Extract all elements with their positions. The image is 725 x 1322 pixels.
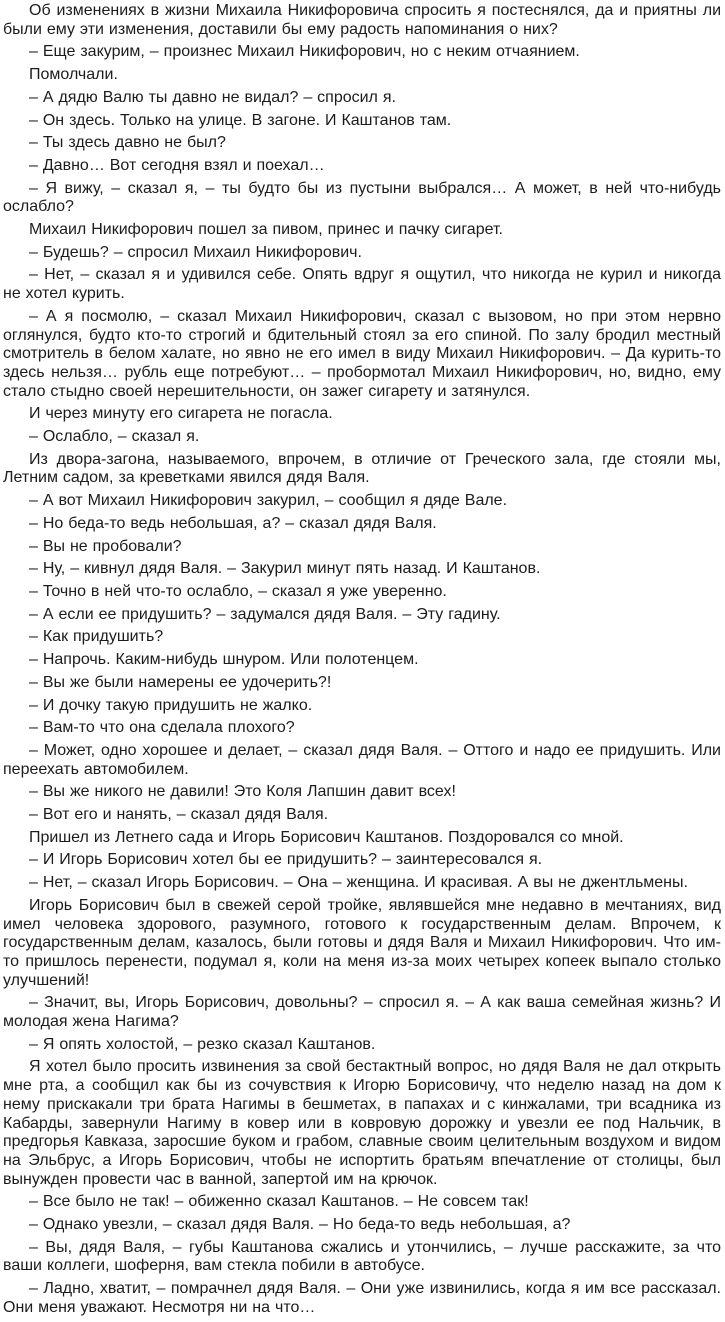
narrative-paragraph: Пришел из Летнего сада и Игорь Борисович Каштанов. Поздоровался со мной. (29, 828, 624, 846)
dialogue-paragraph: – Вот его и нанять, – сказал дядя Валя. (29, 806, 329, 824)
dialogue-paragraph: – Однако увезли, – сказал дядя Валя. – Но беда-то ведь небольшая, а? (29, 1216, 571, 1234)
narrative-paragraph: Игорь Борисович был в свежей серой тройке, являвшейся мне недавно в мечтаниях, вид имел человека здорового, разумного, готового к государственным делам. Впрочем, к государственным делам, казалось, были готовы и дядя Валя и Михаил Никифорович. Что им-то пришлось перенести, подумал я, коли на меня из-за моих четырех копеек выпало столько улучшений! (3, 896, 721, 989)
dialogue-paragraph: – Я опять холостой, – резко сказал Каштанов. (29, 1035, 376, 1053)
text-column (3, 2, 721, 1318)
dialogue-paragraph: – Может, одно хорошее и делает, – сказал дядя Валя. – Оттого и надо ее придушить. Или переехать автомобилем. (3, 741, 721, 778)
dialogue-paragraph: – Как придушить? (29, 628, 164, 646)
dialogue-paragraph: – Все было не так! – обиженно сказал Каштанов. – Не совсем так! (29, 1193, 529, 1211)
dialogue-paragraph: – И Игорь Борисович хотел бы ее придушить? – заинтересовался я. (29, 851, 543, 869)
dialogue-paragraph: – Вы же никого не давили! Это Коля Лапшин давит всех! (29, 783, 456, 801)
narrative-paragraph: Из двора-загона, называемого, впрочем, в отличие от Греческого зала, где стояли мы, Летним садом, за креветками явился дядя Валя. (3, 450, 721, 487)
narrative-paragraph: Я хотел было просить извинения за свой бестактный вопрос, но дядя Валя не дал открыть мне рта, а сообщил как бы из сочувствия к Игорю Борисовичу, что неделю назад на дом к нему прискакали три брата Нагимы в бешметах, в папахах и с кинжалами, три всадника из Кабарды, завернули Нагиму в ковер или в ковровую дорожку и увезли ее под Нальчик, в предгорья Кавказа, заросшие буком и грабом, славные своим целительным воздухом и видом на Эльбрус, а Игорь Борисович, чтобы не испортить братьям впечатление от столицы, был вынужден провести час в ванной, запертой им на крючок. (3, 1058, 721, 1188)
dialogue-paragraph: – Давно… Вот сегодня взял и поехал… (29, 156, 325, 174)
dialogue-paragraph: – И дочку такую придушить не жалко. (29, 696, 313, 714)
dialogue-paragraph: – Нет, – сказал я и удивился себе. Опять вдруг я ощутил, что никогда не курил и никогда не хотел курить. (3, 266, 721, 303)
dialogue-paragraph: – Вам-то что она сделала плохого? (29, 719, 295, 737)
dialogue-paragraph: – Он здесь. Только на улице. В загоне. И Каштанов там. (29, 111, 452, 129)
dialogue-paragraph: – Но беда-то ведь небольшая, а? – сказал дядя Валя. (29, 514, 437, 532)
dialogue-paragraph: – Точно в ней что-то ослабло, – сказал я уже уверенно. (29, 582, 447, 600)
dialogue-paragraph: – Я вижу, – сказал я, – ты будто бы из пустыни выбрался… А может, в ней что-нибудь ослабло? (3, 179, 721, 216)
dialogue-paragraph: – Вы, дядя Валя, – губы Каштанова сжались и утончились, – лучше расскажите, за что ваши коллеги, шоферня, вам стекла побили в автобусе. (3, 1238, 721, 1275)
narrative-paragraph: И через минуту его сигарета не погасла. (29, 405, 333, 423)
narrative-paragraph: Михаил Никифорович пошел за пивом, принес и пачку сигарет. (29, 221, 503, 239)
dialogue-paragraph: – Ну, – кивнул дядя Валя. – Закурил минут пять назад. И Каштанов. (29, 560, 541, 578)
dialogue-paragraph: – Еще закурим, – произнес Михаил Никифорович, но с неким отчаянием. (29, 43, 580, 61)
narrative-paragraph: Об изменениях в жизни Михаила Никифоровича спросить я постеснялся, да и приятны ли были ему эти изменения, доставили бы ему радость напоминания о них? (3, 2, 721, 38)
dialogue-paragraph: – Ослабло, – сказал я. (29, 428, 200, 446)
dialogue-paragraph: – Ладно, хватит, – помрачнел дядя Валя. – Они уже извинились, когда я им все рассказал. Они меня уважают. Несмотря ни на что… (3, 1280, 721, 1316)
dialogue-paragraph: – А я посмолю, – сказал Михаил Никифорович, сказал с вызовом, но при этом нервно оглянулся, будто кто-то строгий и бдительный стоял за его спиной. По залу бродил местный смотритель в белом халате, но явно не его имел в виду Михаил Никифорович. – Да курить-то здесь нельзя… рубль еще потребуют… – пробормотал Михаил Никифорович, но, видно, ему стало стыдно своей нерешительности, он зажег сигарету и затянулся. (3, 307, 721, 400)
dialogue-paragraph: – А если ее придушить? – задумался дядя Валя. – Эту гадину. (29, 605, 501, 623)
dialogue-paragraph: – Будешь? – спросил Михаил Никифорович. (29, 243, 362, 261)
dialogue-paragraph: – Вы не пробовали? (29, 537, 182, 555)
narrative-paragraph: Помолчали. (29, 66, 118, 84)
dialogue-paragraph: – А дядю Валю ты давно не видал? – спросил я. (29, 88, 396, 106)
dialogue-paragraph: – Значит, вы, Игорь Борисович, довольны? – спросил я. – А как ваша семейная жизнь? И молодая жена Нагима? (3, 994, 721, 1031)
dialogue-paragraph: – Вы же были намерены ее удочерить?! (29, 673, 332, 691)
dialogue-paragraph: – Нет, – сказал Игорь Борисович. – Она – женщина. И красивая. А вы не джентльмены. (29, 874, 688, 892)
dialogue-paragraph: – Ты здесь давно не был? (29, 134, 226, 152)
dialogue-paragraph: – А вот Михаил Никифорович закурил, – сообщил я дяде Вале. (29, 492, 508, 510)
dialogue-paragraph: – Напрочь. Каким-нибудь шнуром. Или полотенцем. (29, 651, 419, 669)
